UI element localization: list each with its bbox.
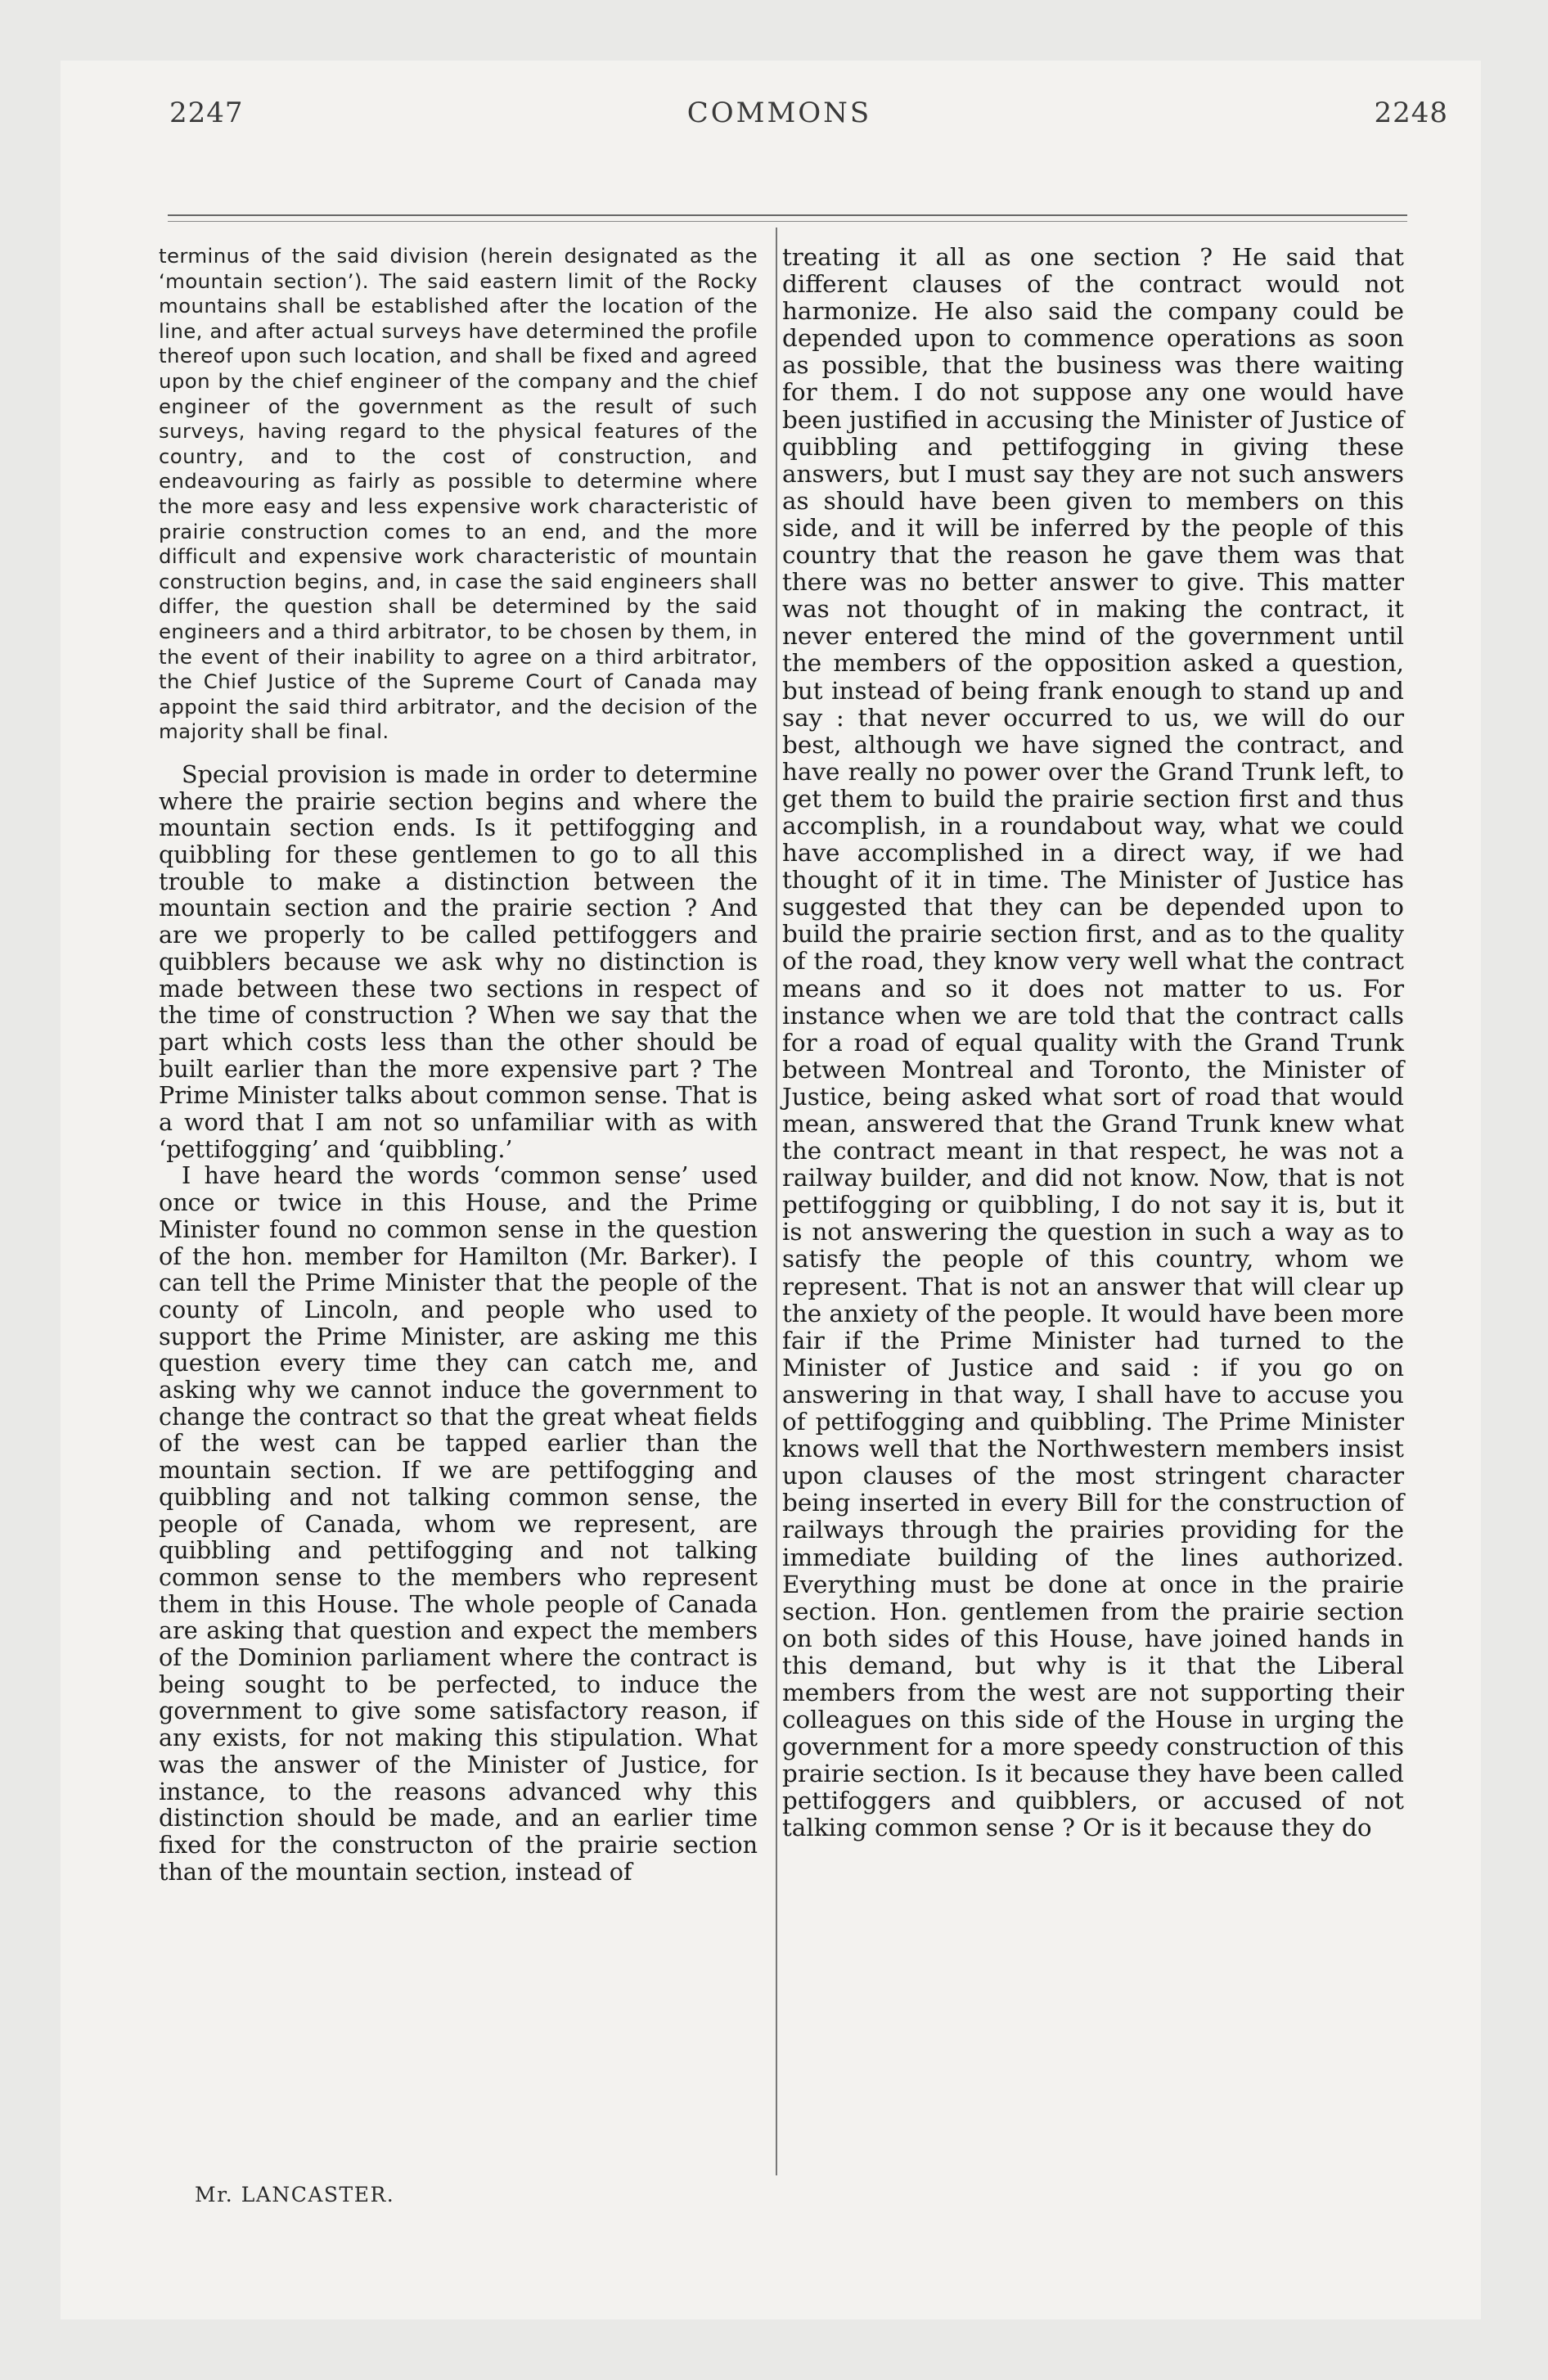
left-column (159, 244, 758, 1885)
header-rule-thick (168, 214, 1407, 216)
page-title: COMMONS (686, 97, 872, 129)
quoted-contract-clause: terminus of the said division (herein designated as the ‘mountain section’). The said eastern limit of the Rocky mountains shall be established after the location of the line, and after actual surveys have determined the profile thereof upon such location, and shall be fixed and agreed upon by the chief engineer of the company and the chief engineer of the government as the result of such surveys, having regard to the physical features of the country, and to the cost of construction, and endeavouring as fairly as possible to determine where the more easy and less expensive work characteristic of prairie construction comes to an end, and the more difficult and expensive work characteristic of mountain construction begins, and, in case the said engineers shall differ, the question shall be determined by the said engineers and a third arbitrator, to be chosen by them, in the event of their inability to agree on a third arbitrator, the Chief Justice of the Supreme Court of Canada may appoint the said third arbitrator, and the decision of the majority shall be final. (159, 244, 758, 744)
right-column (782, 244, 1404, 1842)
page-number-left: 2247 (169, 97, 244, 129)
paragraph: treating it all as one section ? He said that different clauses of the contract would not harmonize. He also said the company could be depended upon to commence operations as soon as possible, that the business was there waiting for them. I do not suppose any one would have been justified in accusing the Minister of Justice of quibbling and pettifogging in giving these answers, but I must say they are not such answers as should have been given to members on this side, and it will be inferred by the people of this country that the reason he gave them was that there was no better answer to give. This matter was not thought of in making the contract, it never entered the mind of the government until the members of the opposition asked a question, but instead of being frank enough to stand up and say : that never occurred to us, we will do our best, although we have signed the contract, and have really no power over the Grand Trunk left, to get them to build the prairie section first and thus accomplish, in a roundabout way, what we could have accomplished in a direct way, if we had thought of it in time. The Minister of Justice has suggested that they can be depended upon to build the prairie section first, and as to the quality of the road, they know very well what the contract means and so it does not matter to us. For instance when we are told that the contract calls for a road of equal quality with the Grand Trunk between Montreal and Toronto, the Minister of Justice, being asked what sort of road that would mean, answered that the Grand Trunk knew what the contract meant in that respect, he was not a railway builder, and did not know. Now, that is not pettifogging or quibbling, I do not say it is, but it is not answering the question in such a way as to satisfy the people of this country, whom we represent. That is not an answer that will clear up the anxiety of the people. It would have been more fair if the Prime Minister had turned to the Minister of Justice and said : if you go on answering in that way, I shall have to accuse you of pettifogging and quibbling. The Prime Minister knows well that the Northwestern members insist upon clauses of the most stringent character being inserted in every Bill for the construction of railways through the prairies providing for the immediate building of the lines authorized. Everything must be done at once in the prairie section. Hon. gentlemen from the prairie section on both sides of this House, have joined hands in this demand, but why is it that the Liberal members from the west are not supporting their colleagues on this side of the House in urging the government for a more speedy construction of this prairie section. Is it because they have been called pettifoggers and quibblers, or accused of not talking common sense ? Or is it because they do (782, 243, 1404, 1842)
speaker-footer: Mr. LANCASTER. (195, 2183, 395, 2206)
paragraph: I have heard the words ‘common sense’ used once or twice in this House, and the Prime Minister found no common sense in the question of the hon. member for Hamilton (Mr. Barker). I can tell the Prime Minister that the people of the county of Lincoln, and people who used to support the Prime Minister, are asking me this question every time they can catch me, and asking why we cannot induce the government to change the contract so that the great wheat fields of the west can be tapped earlier than the mountain section. If we are pettifogging and quibbling and not talking common sense, the people of Canada, whom we represent, are quibbling and pettifogging and not talking common sense to the members who represent them in this House. The whole people of Canada are asking that question and expect the members of the Dominion parliament where the contract is being sought to be perfected, to induce the government to give some satisfactory reason, if any exists, for not making this stipulation. What was the answer of the Minister of Justice, for instance, to the reasons advanced why this distinction should be made, and an earlier time fixed for the constructon of the prairie section than of the mountain section, instead of (159, 1161, 758, 1886)
page-number-right: 2248 (1374, 97, 1448, 129)
paragraph: Special provision is made in order to determine where the prairie section begins and where the mountain section ends. Is it pettifogging and quibbling for these gentlemen to go to all this trouble to make a distinction between the mountain section and the prairie section ? And are we properly to be called pettifoggers and quibblers because we ask why no distinction is made between these two sections in respect of the time of construction ? When we say that the part which costs less than the other should be built earlier than the more expensive part ? The Prime Minister talks about common sense. That is a word that I am not so unfamiliar with as with ‘pettifogging’ and ‘quibbling.’ (159, 760, 758, 1163)
header-rule-thin (168, 221, 1407, 222)
column-divider (776, 228, 777, 2175)
running-head (110, 97, 1448, 146)
